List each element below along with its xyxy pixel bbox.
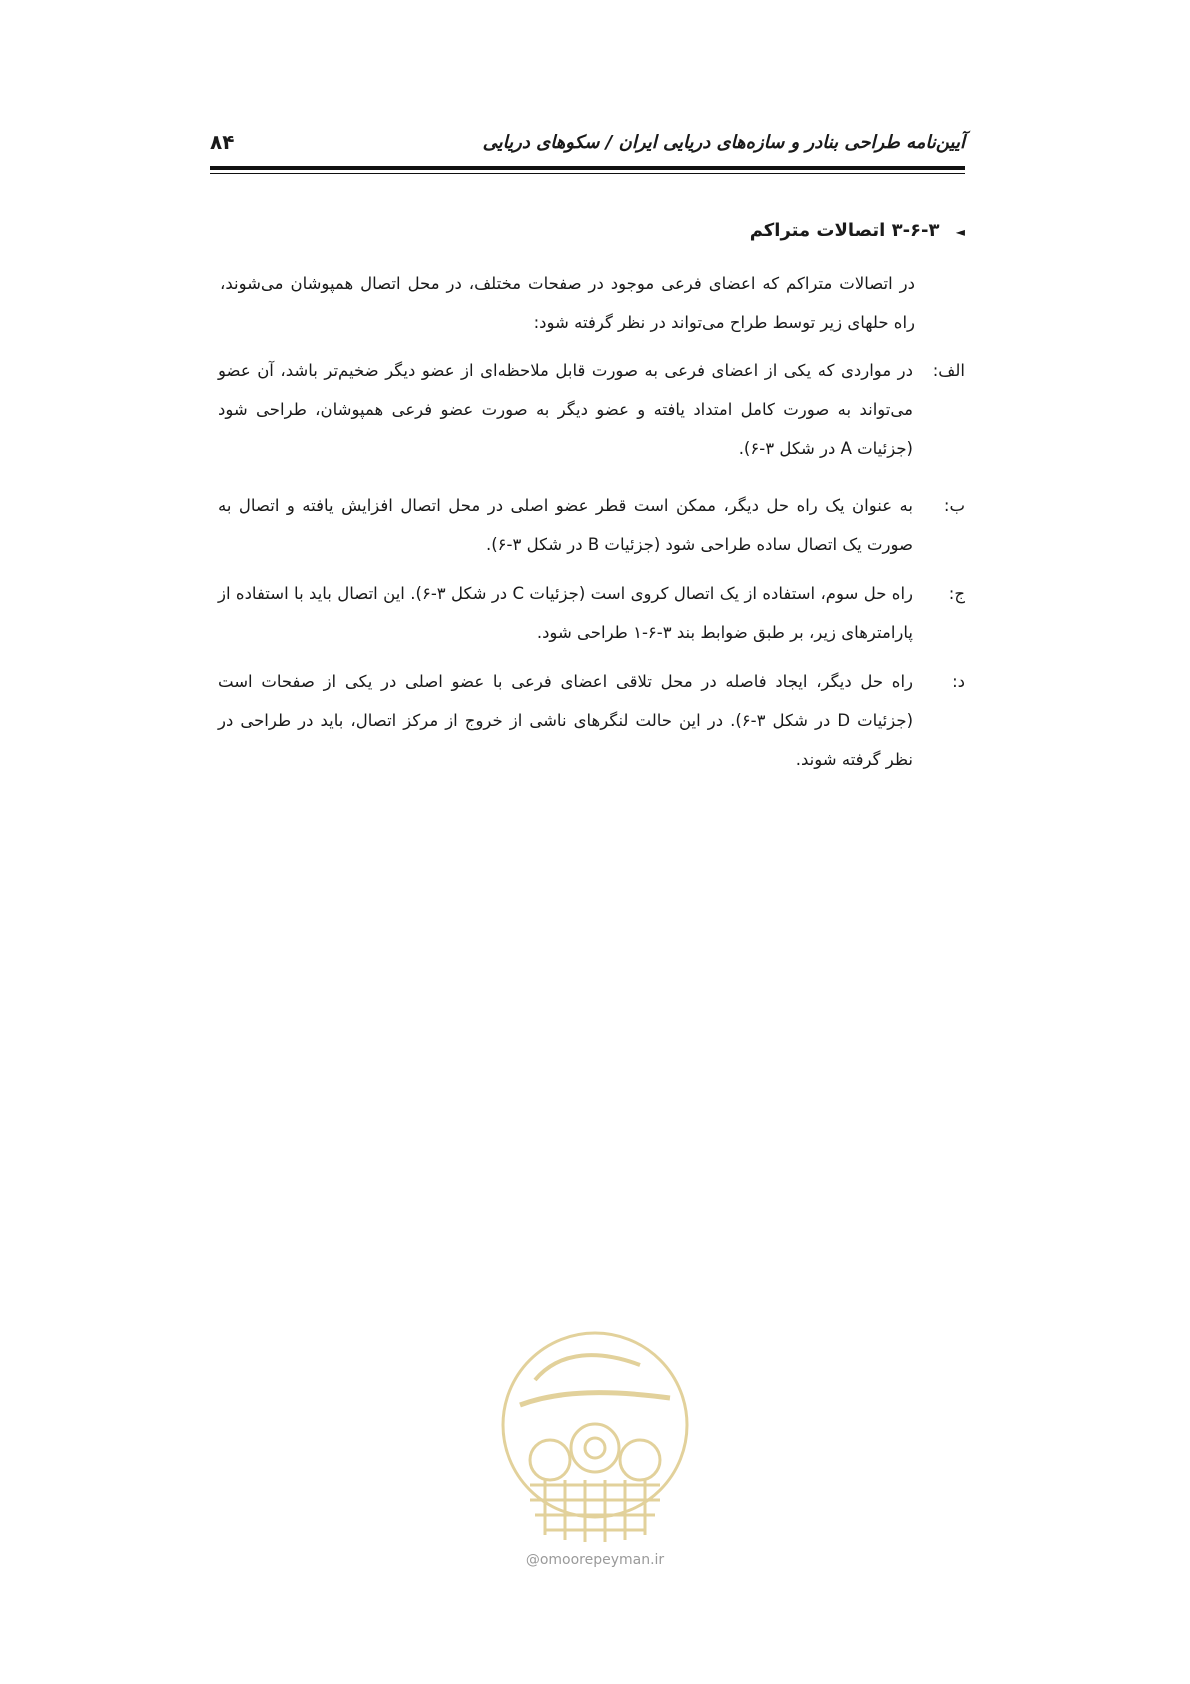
- list-item-text: راه حل دیگر، ایجاد فاصله در محل تلاقی اعضای فرعی با عضو اصلی در یکی از صفحات است (جزئیات D در شکل ۳-۶). در این حالت لنگرهای ناشی از خروج از مرکز اتصال، باید در طراحی در نظر گرفته شوند.: [218, 672, 914, 769]
- list-item: [215, 662, 965, 782]
- header-rule-thick: [210, 166, 965, 170]
- list-item-text: در مواردی که یکی از اعضای فرعی به صورت قابل ملاحظه‌ای از عضو دیگر ضخیم‌تر باشد، آن عضو می‌تواند به صورت کامل امتداد یافته و عضو دیگر به صورت عضو فرعی همپوشان، طراحی شود (جزئیات A در شکل ۳-۶).: [218, 361, 913, 458]
- watermark-url: @omoorepeyman.ir: [525, 1552, 665, 1568]
- running-title: آیین‌نامه طراحی بنادر و سازه‌های دریایی ایران / سکوهای دریایی: [482, 132, 965, 153]
- watermark-logo: [490, 1320, 700, 1560]
- intro-paragraph: در اتصالات متراکم که اعضای فرعی موجود در صفحات مختلف، در محل اتصال همپوشان می‌شوند، راه حلهای زیر توسط طراح می‌تواند در نظر گرفته شود:: [220, 274, 915, 332]
- section-heading: [750, 220, 965, 241]
- list-item-marker: ج:: [948, 584, 965, 603]
- list-item-marker: د:: [952, 672, 965, 691]
- list-item-text: راه حل سوم، استفاده از یک اتصال کروی است (جزئیات C در شکل ۳-۶). این اتصال باید با استفاده از پارامترهای زیر، بر طبق ضوابط بند ۳-۶-۱ طراحی شود.: [218, 584, 913, 642]
- section-title: ۳-۶-۳ اتصالات متراکم: [749, 220, 940, 241]
- list-item: [215, 351, 965, 471]
- page-number: ۸۴: [210, 130, 235, 154]
- list-item-marker: الف:: [932, 361, 965, 380]
- header-rule-thin: [210, 173, 965, 174]
- page-header: [210, 124, 965, 164]
- list-item-marker: ب:: [943, 496, 965, 515]
- list-item-text: به عنوان یک راه حل دیگر، ممکن است قطر عضو اصلی در محل اتصال افزایش یافته و اتصال به صورت یک اتصال ساده طراحی شود (جزئیات B در شکل ۳-۶).: [218, 496, 913, 554]
- bullet-triangle-icon: ◄: [955, 225, 965, 239]
- list-item: [215, 574, 965, 654]
- list-item: [215, 486, 965, 566]
